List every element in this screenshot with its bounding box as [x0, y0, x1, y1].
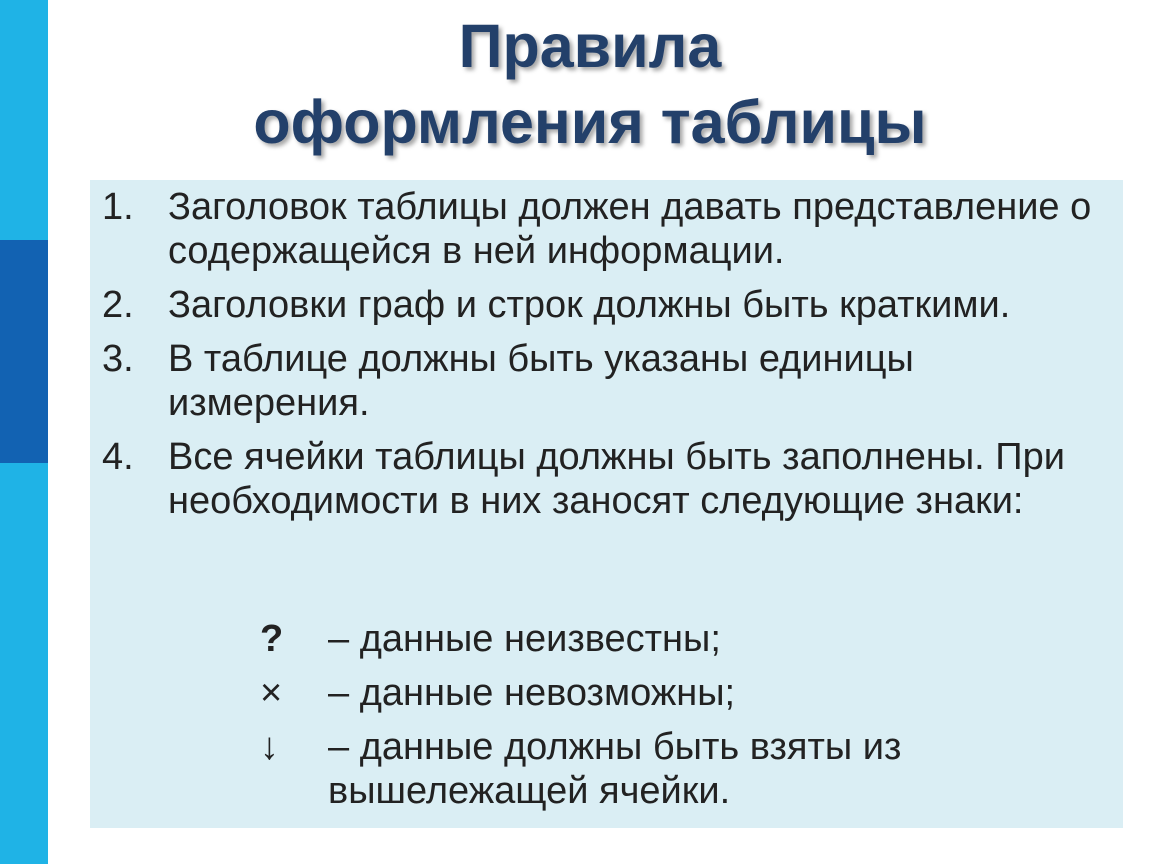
sign-text: – данные должны быть взяты из вышележащей ячейки.	[328, 726, 902, 812]
sign-item-unknown	[90, 617, 1123, 661]
rule-text: Заголовки граф и строк должны быть краткими.	[168, 284, 1011, 326]
rules-list	[90, 185, 1123, 533]
title-line-2: оформления таблицы	[253, 88, 927, 156]
rule-item	[90, 435, 1123, 523]
signs-list	[90, 617, 1123, 823]
rule-item	[90, 185, 1123, 273]
rule-text: В таблице должны быть указаны единицы измерения.	[168, 338, 914, 424]
rule-number: 4.	[102, 436, 134, 478]
rule-number: 2.	[102, 284, 134, 326]
slide-title	[90, 8, 1090, 160]
sign-item-from-above	[90, 725, 1123, 813]
rule-text: Заголовок таблицы должен давать представление о содержащейся в ней информации.	[168, 186, 1092, 272]
down-arrow-icon: ↓	[260, 726, 279, 768]
sign-item-impossible	[90, 671, 1123, 715]
sign-text: – данные неизвестны;	[328, 618, 721, 660]
question-mark-icon: ?	[260, 618, 284, 660]
rules-panel	[90, 180, 1123, 828]
rule-number: 3.	[102, 338, 134, 380]
cross-icon: ×	[260, 672, 283, 714]
side-accent-bar-dark	[0, 240, 48, 463]
rule-number: 1.	[102, 186, 134, 228]
rule-item	[90, 337, 1123, 425]
title-line-1: Правила	[458, 12, 722, 80]
rule-text: Все ячейки таблицы должны быть заполнены. При необходимости в них заносят следующие знаки:	[168, 436, 1065, 522]
rule-item	[90, 283, 1123, 327]
sign-text: – данные невозможны;	[328, 672, 736, 714]
